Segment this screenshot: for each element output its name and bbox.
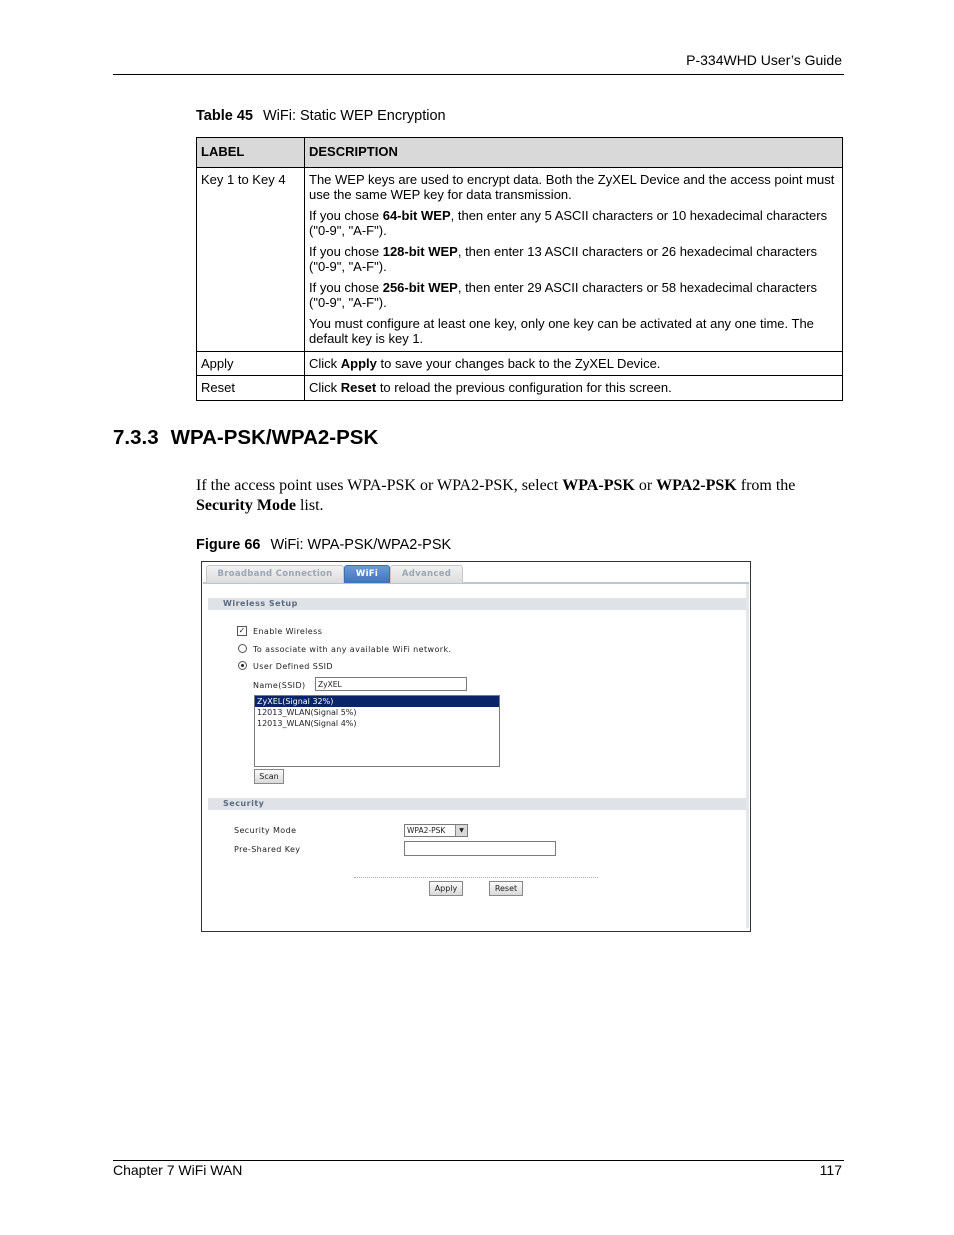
security-mode-select[interactable]: WPA2-PSK ▼ — [404, 824, 468, 837]
table-row — [197, 376, 843, 401]
footer-rule — [113, 1160, 844, 1161]
description-paragraph: If you chose 64-bit WEP, then enter any 5 ASCII characters or 10 hexadecimal characters ("0-9", "A-F"). — [309, 207, 828, 238]
row-label: Apply — [197, 351, 305, 376]
row-description: Click Apply to save your changes back to the ZyXEL Device. — [305, 351, 843, 376]
col-label-header: LABEL — [197, 138, 305, 168]
footer-chapter: Chapter 7 WiFi WAN — [113, 1162, 243, 1178]
figure-caption — [196, 537, 451, 553]
table-header-row — [197, 138, 843, 168]
chevron-down-icon: ▼ — [455, 825, 467, 836]
page-number: 117 — [819, 1162, 842, 1178]
reset-button[interactable]: Reset — [489, 881, 523, 896]
name-ssid-label: Name(SSID) — [253, 681, 306, 690]
tab-broadband-connection[interactable]: Broadband Connection — [206, 565, 344, 583]
associate-any-radio[interactable] — [238, 644, 247, 653]
tab-advanced[interactable]: Advanced — [390, 565, 463, 583]
wep-table — [196, 137, 843, 401]
scrollbar-track[interactable] — [746, 584, 749, 928]
section-number: 7.3.3 — [113, 426, 159, 449]
associate-any-label: To associate with any available WiFi network. — [253, 645, 452, 654]
description-paragraph: The WEP keys are used to encrypt data. Both the ZyXEL Device and the access point must use the same WEP key for data transmission. — [309, 171, 835, 202]
enable-wireless-label: Enable Wireless — [253, 627, 323, 636]
description-paragraph: If you chose 256-bit WEP, then enter 29 ASCII characters or 58 hexadecimal characters ("0-9", "A-F"). — [309, 279, 817, 310]
header-rule — [113, 74, 844, 75]
apply-button[interactable]: Apply — [429, 881, 463, 896]
section-heading — [113, 426, 378, 450]
table-row — [197, 167, 843, 351]
tab-bar — [203, 563, 749, 584]
table-row — [197, 351, 843, 376]
divider — [354, 877, 598, 878]
section-body: If the access point uses WPA-PSK or WPA2-PSK, select WPA-PSK or WPA2-PSK from the Security Mode list. — [196, 477, 796, 514]
table-caption-label: Table 45 — [196, 108, 253, 124]
table-caption — [196, 108, 446, 124]
wireless-setup-header: Wireless Setup — [208, 598, 746, 610]
row-description: Click Reset to reload the previous configuration for this screen. — [305, 376, 843, 401]
user-defined-ssid-label: User Defined SSID — [253, 662, 333, 671]
tab-wifi[interactable]: WiFi — [344, 565, 390, 583]
row-description — [305, 167, 843, 351]
list-item[interactable]: ZyXEL(Signal 32%) — [255, 696, 499, 707]
security-mode-label: Security Mode — [234, 826, 297, 835]
network-list[interactable] — [254, 695, 500, 767]
description-paragraph: If you chose 128-bit WEP, then enter 13 ASCII characters or 26 hexadecimal characters ("0-9", "A-F"). — [309, 243, 817, 274]
preshared-key-input[interactable] — [404, 841, 556, 856]
enable-wireless-checkbox[interactable]: ✓ — [238, 626, 246, 635]
preshared-key-label: Pre-Shared Key — [234, 845, 301, 854]
section-title: WPA-PSK/WPA2-PSK — [170, 426, 379, 449]
col-description-header: DESCRIPTION — [305, 138, 843, 168]
row-label: Reset — [197, 376, 305, 401]
ssid-input[interactable]: ZyXEL — [315, 677, 467, 691]
scan-button[interactable]: Scan — [254, 769, 284, 784]
figure-caption-label: Figure 66 — [196, 537, 261, 553]
security-header: Security — [208, 798, 746, 810]
list-item[interactable]: 12013_WLAN(Signal 4%) — [257, 719, 357, 728]
list-item[interactable]: 12013_WLAN(Signal 5%) — [257, 708, 357, 717]
row-label: Key 1 to Key 4 — [197, 167, 305, 351]
wifi-screenshot — [201, 561, 751, 932]
guide-title: P-334WHD User’s Guide — [686, 52, 842, 68]
user-defined-ssid-radio[interactable] — [238, 661, 247, 670]
figure-caption-text: WiFi: WPA-PSK/WPA2-PSK — [270, 537, 452, 553]
table-caption-text: WiFi: Static WEP Encryption — [262, 108, 446, 124]
description-paragraph: You must configure at least one key, only one key can be activated at any one time. The default key is key 1. — [309, 315, 814, 346]
